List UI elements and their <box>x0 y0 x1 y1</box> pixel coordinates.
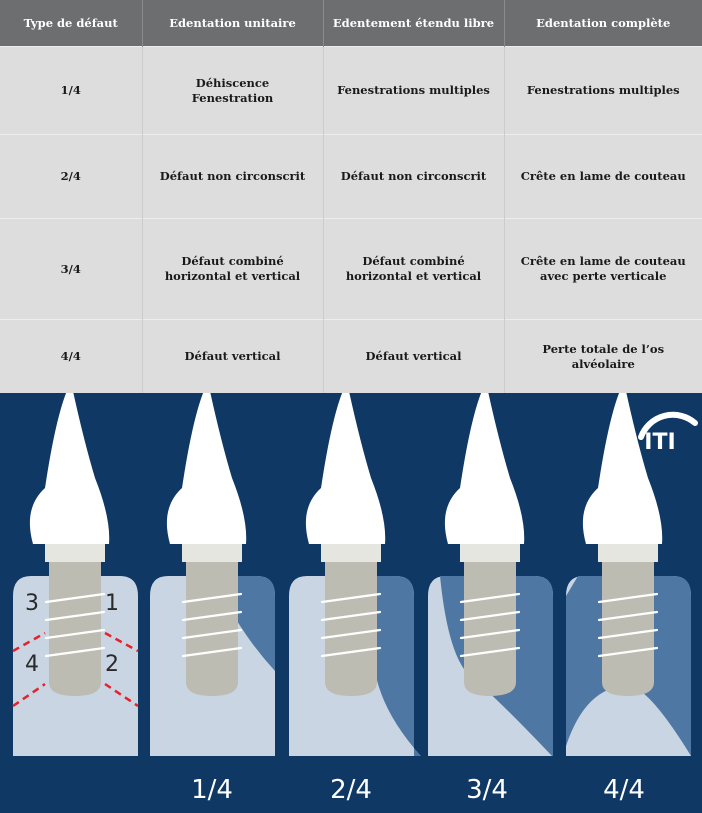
implant-body <box>186 558 238 696</box>
iti-logo <box>641 415 695 455</box>
table-row <box>0 47 702 135</box>
table-header-row <box>0 0 702 47</box>
cell-defect-type: 1/4 <box>0 47 142 135</box>
cell-complete: Fenestrations multiples <box>504 47 702 135</box>
implant-collar <box>45 544 105 562</box>
cell-defect-type: 3/4 <box>0 219 142 320</box>
cell-single <box>142 47 323 135</box>
table-row <box>0 219 702 320</box>
zone-label-3: 3 <box>25 591 39 616</box>
cell-extended: Défaut vertical <box>323 320 504 394</box>
crown <box>167 393 246 544</box>
cell-extended: Défaut combiné horizontal et vertical <box>323 219 504 320</box>
cell-extended: Fenestrations multiples <box>323 47 504 135</box>
implant-collar <box>598 544 658 562</box>
implant-body <box>464 558 516 696</box>
implant-collar <box>460 544 520 562</box>
iti-logo-text: ITI <box>644 430 676 455</box>
crown <box>445 393 524 544</box>
cell-single: Défaut combiné horizontal et vertical <box>142 219 323 320</box>
table-row <box>0 320 702 394</box>
cell-complete: Crête en lame de couteau avec perte verticale <box>504 219 702 320</box>
cell-single: Défaut non circonscrit <box>142 135 323 219</box>
tooth-panel-0 <box>13 393 138 756</box>
crown <box>583 393 662 544</box>
cell-defect-type: 4/4 <box>0 320 142 394</box>
zone-label-4: 4 <box>25 652 39 677</box>
caption-1-4: 1/4 <box>191 775 233 805</box>
caption-2-4: 2/4 <box>330 775 372 805</box>
implant-defect-diagram <box>0 393 702 813</box>
cell-complete: Crête en lame de couteau <box>504 135 702 219</box>
cell-extended: Défaut non circonscrit <box>323 135 504 219</box>
defect-classification-table <box>0 0 702 394</box>
implant-collar <box>182 544 242 562</box>
header-complete-edentation: Edentation complète <box>504 0 702 47</box>
caption-4-4: 4/4 <box>603 775 645 805</box>
cell-complete: Perte totale de l’os alvéolaire <box>504 320 702 394</box>
diagram-canvas <box>0 393 702 813</box>
table-row <box>0 135 702 219</box>
cell-single-line-2: Fenestration <box>191 90 274 105</box>
header-extended-edentation: Edentement étendu libre <box>323 0 504 47</box>
header-defect-type: Type de défaut <box>0 0 142 47</box>
tooth-panel-1 <box>150 393 275 756</box>
implant-body <box>602 558 654 696</box>
crown <box>306 393 385 544</box>
cell-defect-type: 2/4 <box>0 135 142 219</box>
caption-3-4: 3/4 <box>466 775 508 805</box>
crown <box>30 393 109 544</box>
implant-collar <box>321 544 381 562</box>
cell-single-line-1: Déhiscence <box>195 75 270 90</box>
tooth-panel-3 <box>428 393 553 756</box>
implant-body <box>49 558 101 696</box>
implant-body <box>325 558 377 696</box>
tooth-panel-2 <box>289 393 421 756</box>
zone-label-1: 1 <box>105 591 119 616</box>
header-single-edentation: Edentation unitaire <box>142 0 323 47</box>
zone-label-2: 2 <box>105 652 119 677</box>
cell-single: Défaut vertical <box>142 320 323 394</box>
